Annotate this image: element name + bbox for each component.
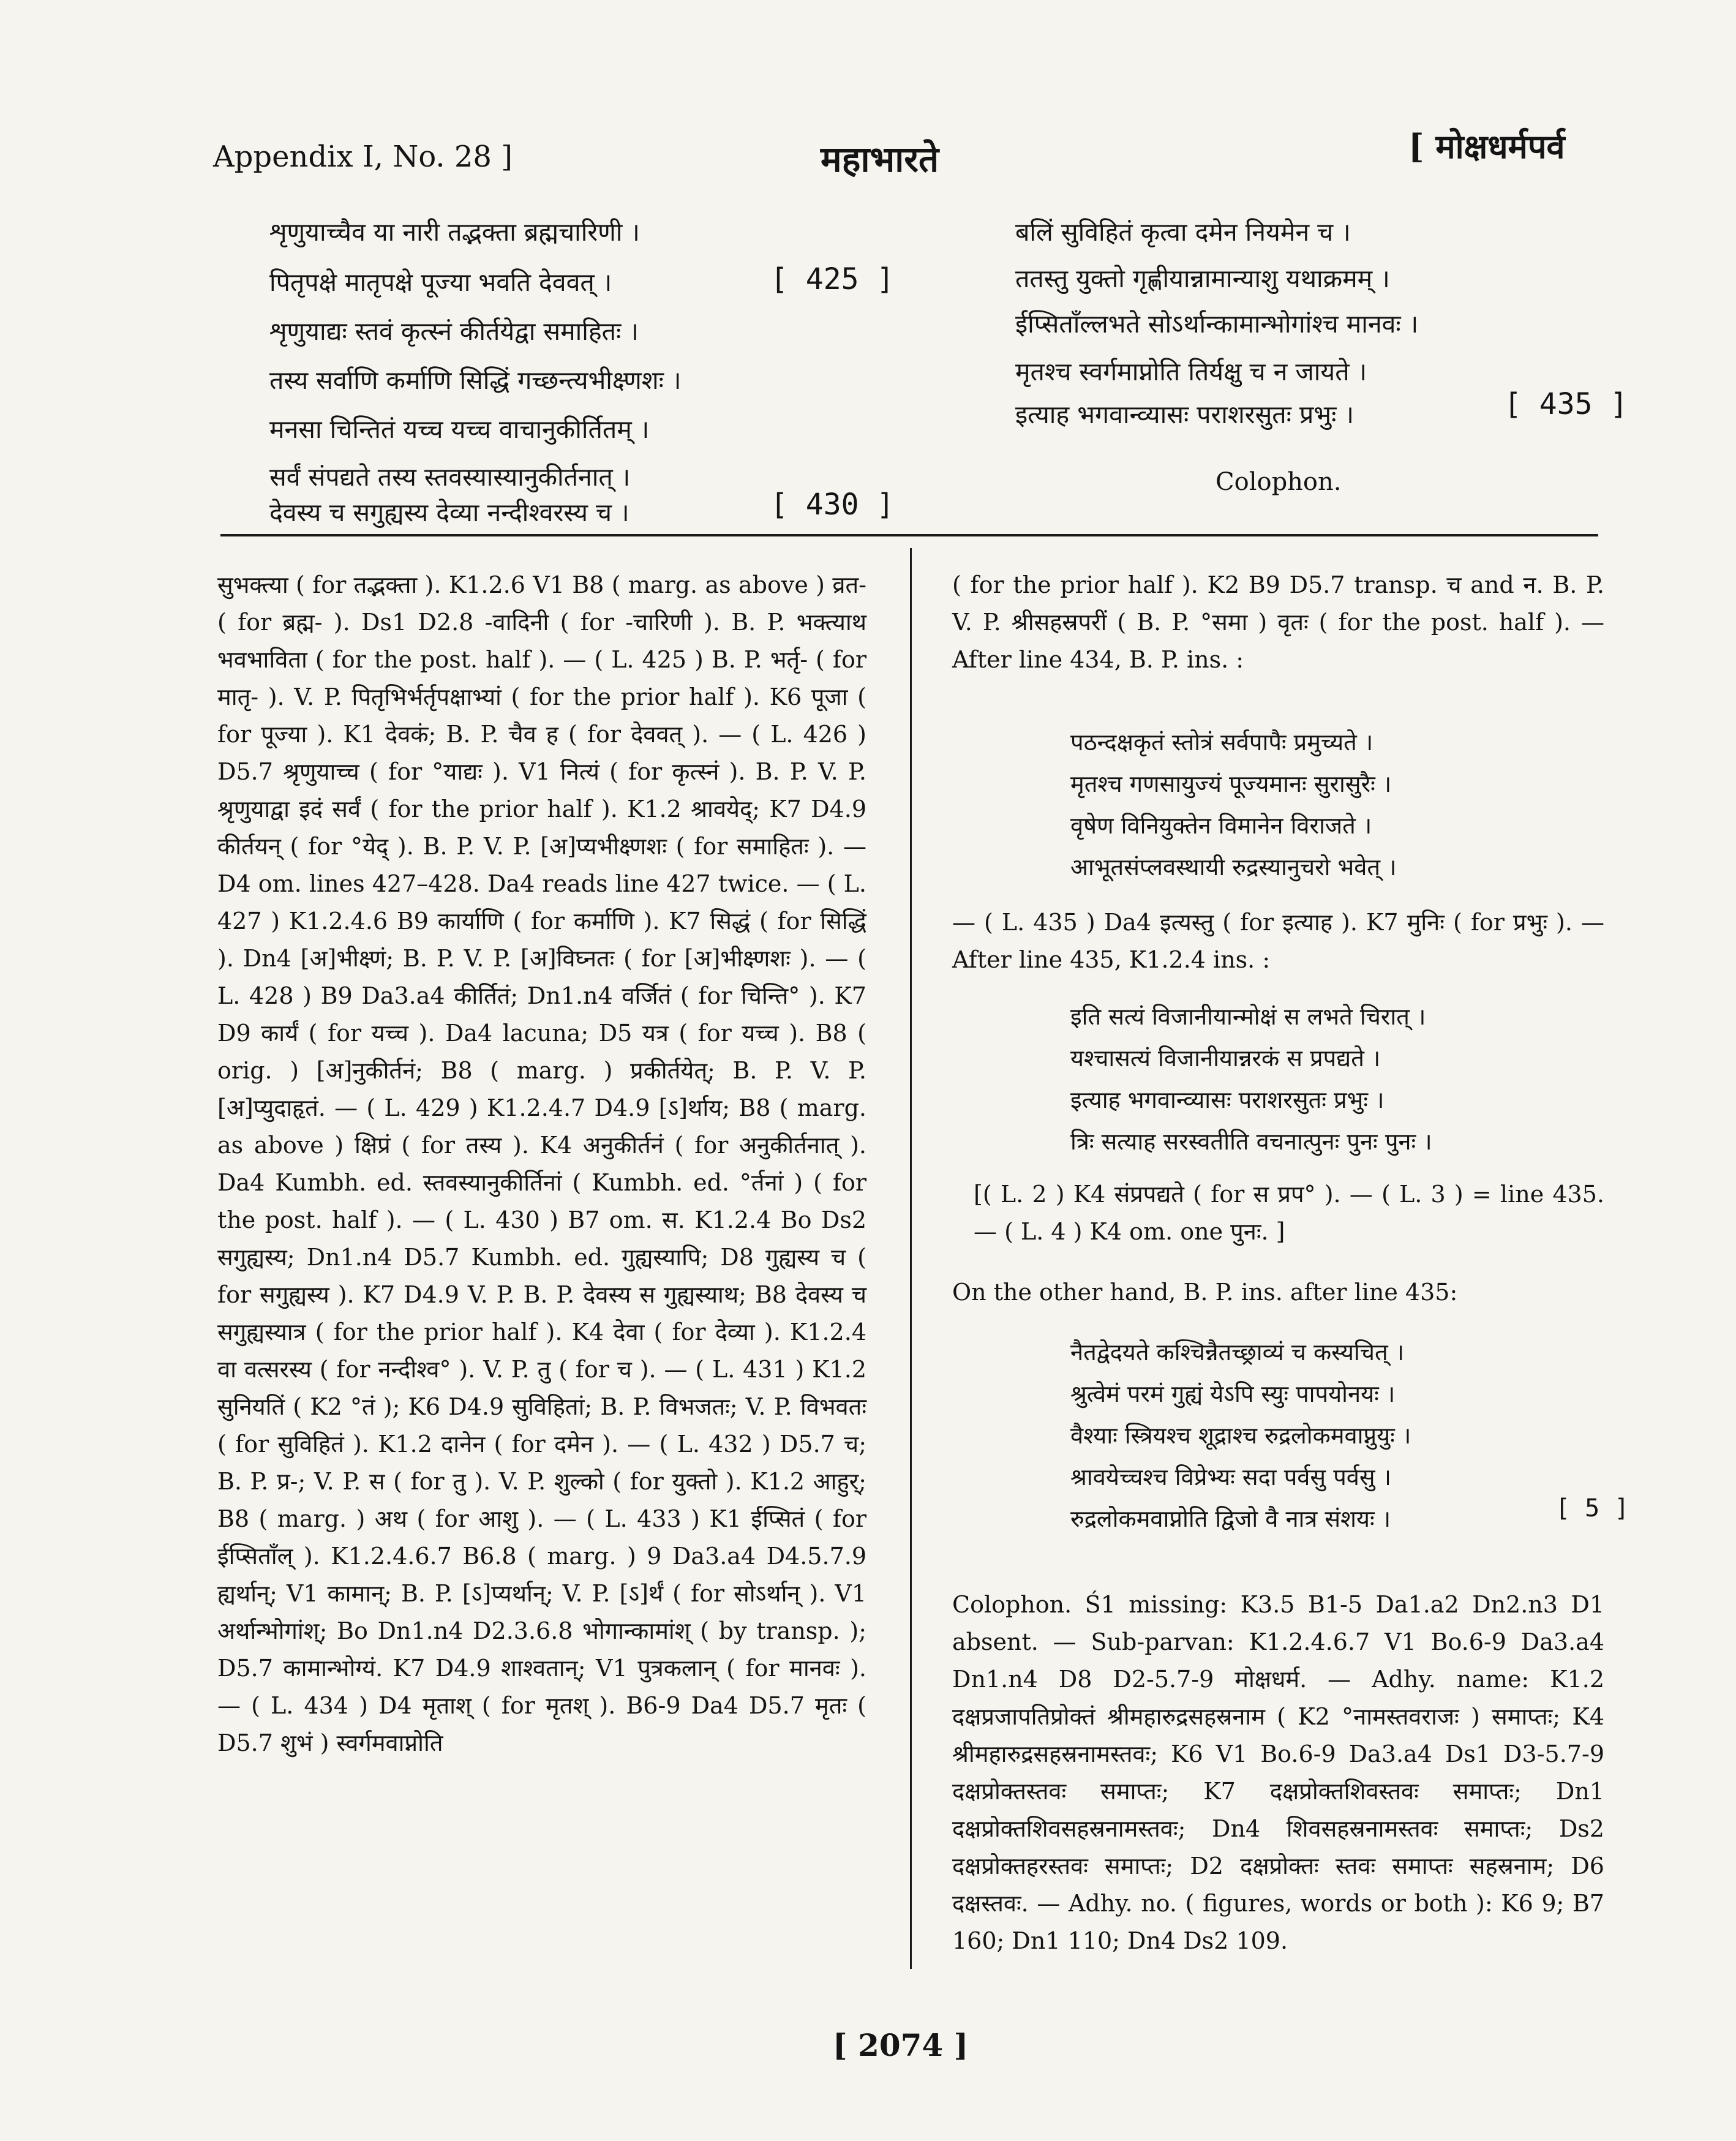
header-left: Appendix I, No. 28 ] [213, 140, 513, 174]
insert-verse: रुद्रलोकमवाप्नोति द्विजो वै नात्र संशयः । [1070, 1505, 1391, 1532]
verse-line: सर्वं संपद्यते तस्य स्तवस्यास्यानुकीर्तनात् । [269, 462, 631, 492]
verse-number: [ 435 ] [1504, 387, 1628, 421]
verse-number: [ 430 ] [770, 487, 895, 522]
insert-verse: श्रुत्वेमं परमं गुह्यं येऽपि स्युः पापयोनयः । [1070, 1380, 1396, 1407]
critical-notes-left [217, 566, 866, 1762]
notes-right-bracket: [( L. 2 ) K4 संप्रपद्यते ( for स प्रप° ). — ( L. 3 ) = line 435. — ( L. 4 ) K4 om. one पुनः. ] [974, 1181, 1604, 1245]
insert-verse: पठन्दक्षकृतं स्तोत्रं सर्वपापैः प्रमुच्यते । [1070, 729, 1373, 756]
notes-right-colophon-block [952, 1586, 1604, 1960]
critical-notes-right [952, 566, 1604, 679]
insert-verse: वैश्याः स्त्रियश्च शूद्राश्च रुद्रलोकमवाप्नुयुः । [1070, 1422, 1411, 1449]
verse-line: मृतश्च स्वर्गमाप्नोति तिर्यक्षु च न जायते । [1015, 357, 1367, 386]
colophon-title: Colophon. [1216, 468, 1342, 496]
notes-right-bracket-block [974, 1176, 1604, 1251]
verse-line: ईप्सिताँल्लभते सोऽर्थान्कामान्भोगांश्च मानवः । [1015, 309, 1419, 339]
verse-line: ततस्तु युक्तो गृह्णीयान्नामान्याशु यथाक्रमम् । [1015, 264, 1390, 293]
insert-verse: इति सत्यं विजानीयान्मोक्षं स लभते चिरात् । [1070, 1003, 1426, 1030]
verse-number: [ 425 ] [770, 262, 895, 296]
insert-verse: वृषेण विनियुक्तेन विमानेन विराजते । [1070, 812, 1372, 839]
insert-verse: यश्चासत्यं विजानीयान्नरकं स प्रपद्यते । [1070, 1045, 1381, 1072]
notes-left-text: सुभक्त्या ( for तद्भक्ता ). K1.2.6 V1 B8 ( marg. as above ) व्रत- ( for ब्रह्म- ). Ds1 D2.8 -वादिनी ( for -चारिणी ). B. P. भक्त्याथ भवभाविता ( for the post. half ). — ( L. 425 ) B. P. भर्तृ- ( for मातृ- ). V. P. पितृभिर्भर्तृपक्षाभ्यां ( for the prior half ). K6 पूजा ( for पूज्या ). K1 देवकं; B. P. चैव ह ( for देववत् ). — ( L. 426 ) D5.7 श्रृणुयाच्च ( for °याद्यः ). V1 नित्यं ( for कृत्स्नं ). B. P. V. P. श्रृणुयाद्वा इदं सर्वं ( for the prior half ). K1.2 श्रावयेद्; K7 D4.9 कीर्तयन् ( for °येद् ). B. P. V. P. [अ]प्यभीक्ष्णशः ( for समाहितः ). — D4 om. lines 427–428. Da4 reads line 427 twice. — ( L. 427 ) K1.2.4.6 B9 कार्याणि ( for कर्माणि ). K7 सिद्धं ( for सिद्धिं ). Dn4 [अ]भीक्ष्णं; B. P. V. P. [अ]विघ्नतः ( for [अ]भीक्ष्णशः ). — ( L. 428 ) B9 Da3.a4 कीर्तितं; Dn1.n4 वर्जितं ( for चिन्ति° ). K7 D9 कार्यं ( for यच्च ). Da4 lacuna; D5 यत्र ( for यच्च ). B8 ( orig. ) [अ]नुकीर्तनं; B8 ( marg. ) प्रकीर्तयेत्; B. P. V. P. [अ]प्युदाहृतं. — ( L. 429 ) K1.2.4.7 D4.9 [ऽ]र्थाय; B8 ( marg. as above ) क्षिप्रं ( for तस्य ). K4 अनुकीर्तनं ( for अनुकीर्तनात् ). Da4 Kumbh. ed. स्तवस्यानुकीर्तिनां ( Kumbh. ed. °र्तनां ) ( for the post. half ). — ( L. 430 ) B7 om. स. K1.2.4 Bo Ds2 सगुह्यस्य; Dn1.n4 D5.7 Kumbh. ed. गुह्यस्यापि; D8 गुह्यस्य च ( for सगुह्यस्य ). K7 D4.9 V. P. B. P. देवस्य स गुह्यस्याथ; B8 देवस्य च सगुह्यस्यात्र ( for the prior half ). K4 देवा ( for देव्या ). K1.2.4 वा वत्सरस्य ( for नन्दीश्व° ). V. P. तु ( for च ). — ( L. 431 ) K1.2 सुनियतिं ( K2 °तं ); K6 D4.9 सुविहितां; B. P. विभजतः; V. P. विभवतः ( for सुविहितं ). K1.2 दानेन ( for दमेन ). — ( L. 432 ) D5.7 च; B. P. प्र-; V. P. स ( for तु ). V. P. शुल्को ( for युक्तो ). K1.2 आहुर्; B8 ( marg. ) अथ ( for आशु ). — ( L. 433 ) K1 ईप्सितं ( for ईप्सिताँल् ). K1.2.4.6.7 B6.8 ( marg. ) 9 Da3.a4 D4.5.7.9 ह्यर्थान्; V1 कामान्; B. P. [ऽ]प्यर्थान्; V. P. [ऽ]र्थं ( for सोऽर्थान् ). V1 अर्थान्भोगांश्; Bo Dn1.n4 D2.3.6.8 भोगान्कामांश् ( by transp. ); D5.7 कामान्भोग्यं. K7 D4.9 शाश्वतान्; V1 पुत्रकलान् ( for मानवः ). — ( L. 434 ) D4 मृताश् ( for मृतश् ). B6-9 Da4 D5.7 मृतः ( D5.7 शुभं ) स्वर्गमवाप्नोति [217, 571, 866, 1756]
notes-right-colophon: Colophon. Ś1 missing: K3.5 B1-5 Da1.a2 Dn2.n3 D1 absent. — Sub-parvan: K1.2.4.6.7 V1 Bo.6-9 Da3.a4 Dn1.n4 D8 D2-5.7-9 मोक्षधर्म. — Adhy. name: K1.2 दक्षप्रजापतिप्रोक्तं श्रीमहारुद्रसहस्रनाम ( K2 °नामस्तवराजः ) समाप्तः; K4 श्रीमहारुद्रसहस्रनामस्तवः; K6 V1 Bo.6-9 Da3.a4 Ds1 D3-5.7-9 दक्षप्रोक्तस्तवः समाप्तः; K7 दक्षप्रोक्तशिवस्तवः समाप्तः; Dn1 दक्षप्रोक्तशिवसहस्रनामस्तवः; Dn4 शिवसहस्रनामस्तवः समाप्तः; Ds2 दक्षप्रोक्तहरस्तवः समाप्तः; D2 दक्षप्रोक्तः स्तवः समाप्तः सहस्रनाम; D6 दक्षस्तवः. — Adhy. no. ( figures, words or both ): K6 9; B7 160; Dn1 110; Dn4 Ds2 109. [952, 1591, 1604, 1954]
verse-line: इत्याह भगवान्व्यासः पराशरसुतः प्रभुः । [1015, 400, 1354, 429]
insert-verse: त्रिः सत्याह सरस्वतीति वचनात्पुनः पुनः पुनः । [1070, 1128, 1432, 1155]
insert-verse: नैतद्वेदयते कश्चिन्नैतच्छ्राव्यं च कस्यचित् । [1070, 1339, 1405, 1366]
notes-right-mid-block [952, 904, 1604, 979]
verse-line: शृणुयाच्चैव या नारी तद्भक्ता ब्रह्मचारिणी । [269, 217, 640, 247]
notes-right-other: On the other hand, B. P. ins. after line 435: [952, 1279, 1458, 1306]
horizontal-rule [220, 534, 1598, 536]
insert-number: [ 5 ] [1555, 1494, 1629, 1522]
header-right: [ मोक्षधर्मपर्व [1408, 127, 1565, 166]
verse-line: देवस्य च सगुह्यस्य देव्या नन्दीश्वरस्य च । [269, 498, 629, 527]
verse-line: शृणुयाद्यः स्तवं कृत्स्नं कीर्तयेद्वा समाहितः । [269, 317, 639, 346]
page-number: [ 2074 ] [833, 2027, 969, 2063]
insert-verse: मृतश्च गणसायुज्यं पूज्यमानः सुरासुरैः । [1070, 770, 1392, 797]
verse-line: तस्य सर्वाणि कर्माणि सिद्धिं गच्छन्त्यभीक्ष्णशः । [269, 366, 682, 395]
header-title: महाभारते [821, 138, 939, 180]
insert-verse: इत्याह भगवान्व्यासः पराशरसुतः प्रभुः । [1070, 1086, 1385, 1113]
verse-line: बलिं सुविहितं कृत्वा दमेन नियमेन च । [1015, 217, 1351, 247]
column-divider [910, 548, 912, 1969]
notes-right-mid: — ( L. 435 ) Da4 इत्यस्तु ( for इत्याह ). K7 मुनिः ( for प्रभुः ). — After line 435, K1.2.4 ins. : [952, 909, 1604, 973]
notes-right-top: ( for the prior half ). K2 B9 D5.7 transp. च and न. B. P. V. P. श्रीसहस्रपरीं ( B. P. °समा ) वृतः ( for the post. half ). — After line 434, B. P. ins. : [952, 571, 1604, 673]
insert-verse: आभूतसंप्लवस्थायी रुद्रस्यानुचरो भवेत् । [1070, 854, 1397, 881]
notes-right-other-block [952, 1274, 1604, 1311]
insert-verse: श्रावयेच्चश्च विप्रेभ्यः सदा पर्वसु पर्वसु । [1070, 1464, 1392, 1491]
verse-line: पितृपक्षे मातृपक्षे पूज्या भवति देववत् । [269, 268, 612, 297]
verse-line: मनसा चिन्तितं यच्च यच्च वाचानुकीर्तितम् । [269, 415, 650, 444]
